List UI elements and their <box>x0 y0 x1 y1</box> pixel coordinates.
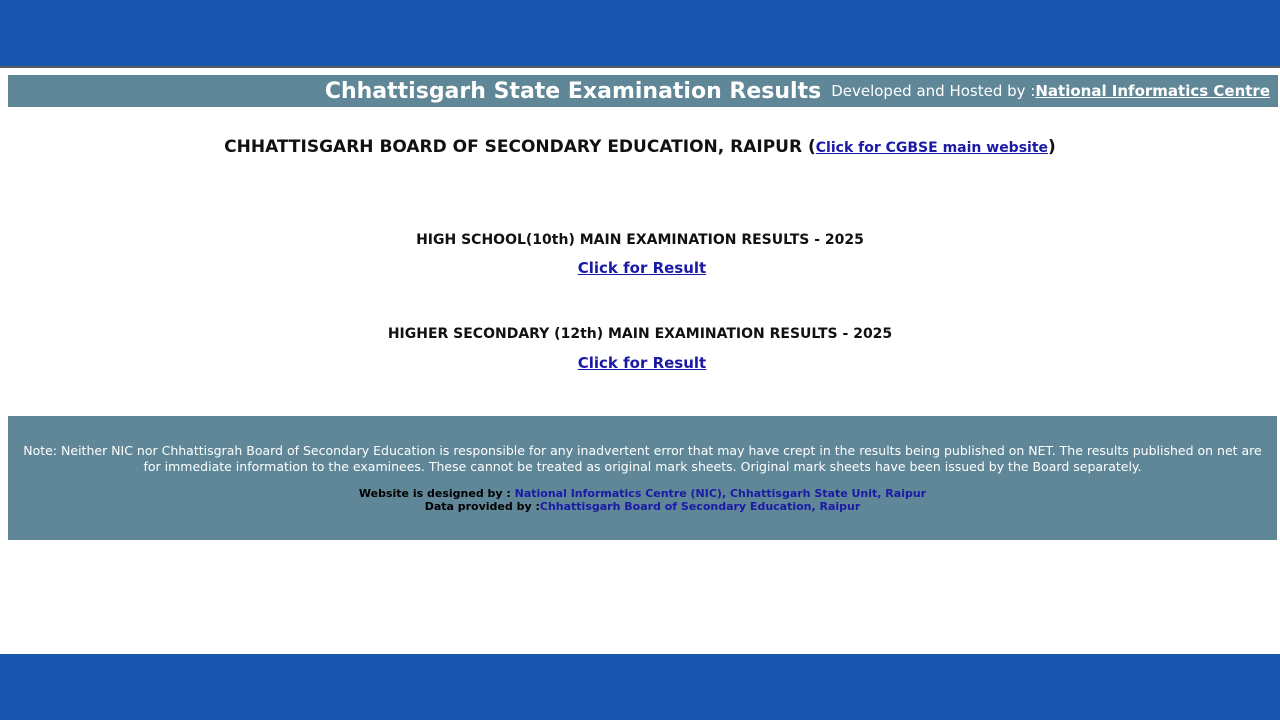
board-name-line <box>0 137 1280 157</box>
credits <box>18 487 1267 513</box>
higher-secondary-results-heading: HIGHER SECONDARY (12th) MAIN EXAMINATION RESULTS - 2025 <box>387 326 893 342</box>
disclaimer-box <box>8 416 1277 540</box>
site-title: Chhattisgarh State Examination Results <box>324 78 822 104</box>
board-name: CHHATTISGARH BOARD OF SECONDARY EDUCATION, RAIPUR <box>224 137 803 157</box>
higher-secondary-result-link[interactable]: Click for Result <box>577 354 707 372</box>
title-bar <box>8 75 1278 107</box>
top-banner-band <box>0 0 1280 68</box>
higher-secondary-result-link-row <box>0 354 1280 372</box>
data-provided-label: Data provided by : <box>424 500 540 513</box>
bottom-banner-band <box>0 654 1280 720</box>
cgbse-data-link[interactable]: Chhattisgarh Board of Secondary Education, Raipur <box>539 500 861 513</box>
designed-by-line <box>18 487 1267 500</box>
disclaimer-note: Note: Neither NIC nor Chhattisgrah Board of Secondary Education is responsible for any inadvertent error that may have crept in the results being published on NET. The results published on net are for immediate information to the examinees. These cannot be treated as original mark sheets. Original mark sheets have been issued by the Board separately. <box>23 443 1262 474</box>
high-school-result-link[interactable]: Click for Result <box>577 259 707 277</box>
cgbse-website-link[interactable]: Click for CGBSE main website <box>815 140 1049 156</box>
nic-unit-link[interactable]: National Informatics Centre (NIC), Chhattisgarh State Unit, Raipur <box>514 487 927 500</box>
nic-link[interactable]: National Informatics Centre <box>1035 82 1270 100</box>
board-close-paren: ) <box>1048 137 1056 157</box>
high-school-results-heading: HIGH SCHOOL(10th) MAIN EXAMINATION RESULTS - 2025 <box>416 232 864 248</box>
high-school-result-link-row <box>0 259 1280 277</box>
board-open-paren: ( <box>802 137 816 157</box>
designed-by-label: Website is designed by : <box>358 487 515 500</box>
data-provided-line <box>18 500 1267 513</box>
results-page <box>0 68 1280 654</box>
developed-by-label: Developed and Hosted by : <box>831 82 1036 100</box>
